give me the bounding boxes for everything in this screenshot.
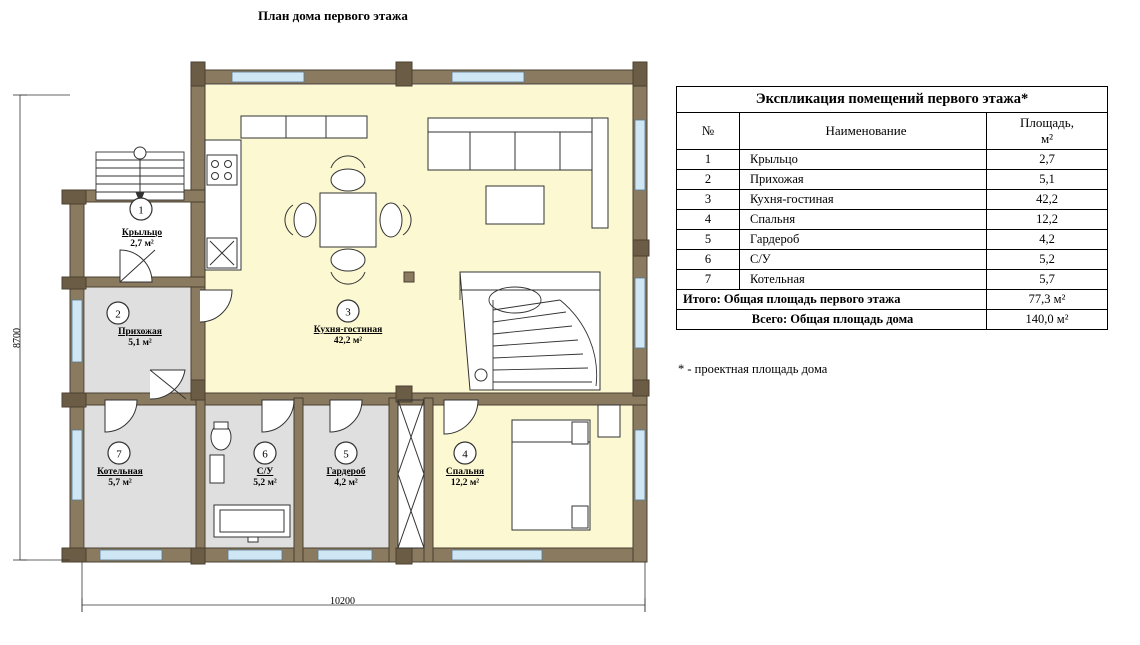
row-area: 5,1: [987, 170, 1108, 190]
room-label-6: С/У 5,2 м²: [253, 467, 277, 488]
header-area: [987, 113, 1108, 150]
room-label-2: Прихожая 5,1 м²: [118, 327, 162, 348]
table-row: [677, 270, 1108, 290]
table-row: [677, 250, 1108, 270]
room-label-1: Крыльцо 2,7 м²: [121, 228, 163, 249]
table-header-row: [677, 113, 1108, 150]
header-name: Наименование: [740, 113, 987, 150]
row-area: 5,2: [987, 250, 1108, 270]
row-num: 6: [677, 250, 740, 270]
explication-table-wrap: [676, 86, 1108, 330]
page-title: План дома первого этажа: [258, 8, 408, 23]
total-value: 77,3 м²: [987, 290, 1108, 310]
header-area-line2: м²: [1040, 131, 1054, 146]
total-label: Всего: Общая площадь дома: [677, 310, 987, 330]
row-num: 5: [677, 230, 740, 250]
total-label: Итого: Общая площадь первого этажа: [677, 290, 987, 310]
room-label-5: Гардероб 4,2 м²: [326, 467, 366, 488]
row-name: Крыльцо: [740, 150, 987, 170]
row-num: 4: [677, 210, 740, 230]
table-total-row: [677, 310, 1108, 330]
table-row: [677, 170, 1108, 190]
svg-text:4: 4: [462, 448, 468, 461]
svg-text:2: 2: [115, 308, 121, 321]
room-label-3: Кухня-гостиная 42,2 м²: [313, 325, 383, 346]
total-value: 140,0 м²: [987, 310, 1108, 330]
row-name: Спальня: [740, 210, 987, 230]
room-label-7: Котельная 5,7 м²: [97, 467, 143, 488]
row-name: Кухня-гостиная: [740, 190, 987, 210]
row-area: 12,2: [987, 210, 1108, 230]
staircase: [460, 272, 600, 390]
row-area: 2,7: [987, 150, 1108, 170]
column-marker: [404, 272, 414, 282]
table-caption: Экспликация помещений первого этажа*: [677, 87, 1108, 113]
svg-text:6: 6: [262, 448, 268, 461]
row-area: 42,2: [987, 190, 1108, 210]
header-area-line1: Площадь,: [1020, 115, 1074, 130]
svg-text:1: 1: [138, 204, 144, 217]
row-num: 1: [677, 150, 740, 170]
row-area: 4,2: [987, 230, 1108, 250]
explication-table: [676, 86, 1108, 330]
row-name: Котельная: [740, 270, 987, 290]
row-area: 5,7: [987, 270, 1108, 290]
dimension-width-label: 10200: [330, 596, 355, 607]
svg-text:3: 3: [345, 306, 351, 319]
svg-text:7: 7: [116, 448, 122, 461]
svg-text:5: 5: [343, 448, 349, 461]
table-footnote: * - проектная площадь дома: [678, 362, 828, 376]
row-num: 3: [677, 190, 740, 210]
table-row: [677, 150, 1108, 170]
dimension-height-label: 8700: [12, 328, 23, 348]
row-name: Гардероб: [740, 230, 987, 250]
row-name: Прихожая: [740, 170, 987, 190]
room-label-4: Спальня 12,2 м²: [445, 467, 485, 488]
table-row: [677, 210, 1108, 230]
row-num: 2: [677, 170, 740, 190]
table-caption-row: [677, 87, 1108, 113]
header-num: №: [677, 113, 740, 150]
table-total-row: [677, 290, 1108, 310]
table-row: [677, 190, 1108, 210]
row-num: 7: [677, 270, 740, 290]
table-row: [677, 230, 1108, 250]
row-name: С/У: [740, 250, 987, 270]
